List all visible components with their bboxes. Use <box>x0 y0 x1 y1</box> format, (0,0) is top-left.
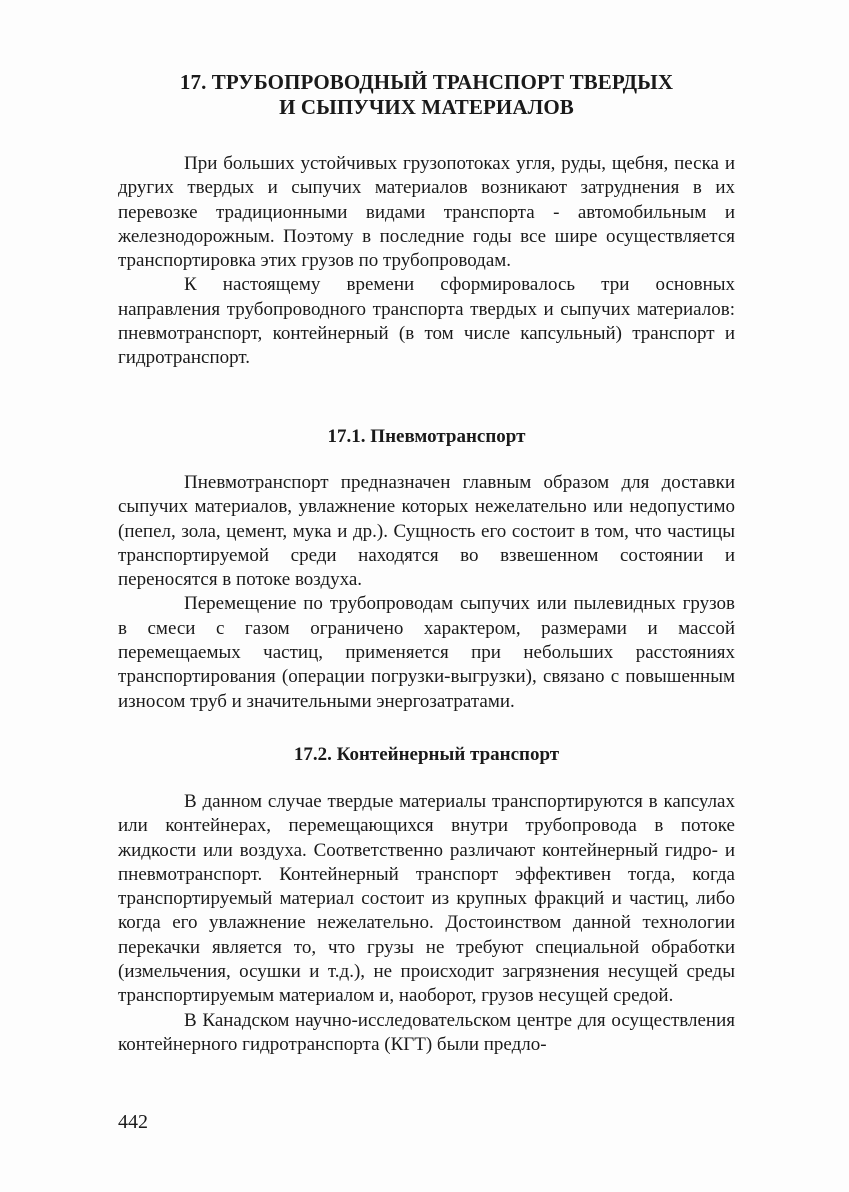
chapter-title-line-2: И СЫПУЧИХ МАТЕРИАЛОВ <box>279 95 574 119</box>
section1-text <box>118 471 735 714</box>
chapter-title <box>118 70 735 120</box>
intro-paragraph-1: При больших устойчивых грузопотоках угля, руды, щебня, песка и других твердых и сыпучих материалов возникают затруднения в их перевозке традиционными видами транспорта - автомобильным и железнодорожным. Поэтому в последние годы все шире осуществляется транспортировка этих грузов по трубопроводам. <box>118 153 735 272</box>
section-title-pneumotransport: 17.1. Пневмотранспорт <box>327 426 526 447</box>
section2-paragraph-2: В Канадском научно-исследовательском центре для осуществления контейнерного гидротранспорта (КГТ) были предло- <box>118 1009 735 1055</box>
section1-paragraph-2: Перемещение по трубопроводам сыпучих или пылевидных грузов в смеси с газом ограничено характером, размерами и массой перемещаемых частиц, применяется при небольших расстояниях транспортирования (операции погрузки-выгрузки), связано с повышенным износом труб и значительными энергозатратами. <box>118 593 735 712</box>
intro-paragraph-2: К настоящему времени сформировалось три основных направления трубопроводного транспорта твердых и сыпучих материалов: пневмотранспорт, контейнерный (в том числе капсульный) транспорт и гидротранспорт. <box>118 274 735 369</box>
chapter-title-line-1: 17. ТРУБОПРОВОДНЫЙ ТРАНСПОРТ ТВЕРДЫХ <box>179 70 674 94</box>
page-number: 442 <box>118 1111 148 1133</box>
section2-paragraph-1: В данном случае твердые материалы транспортируются в капсулах или контейнерах, перемещающихся внутри трубопровода в потоке жидкости или воздуха. Соответственно различают контейнерный гидро- и пневмотранспорт. Контейнерный транспорт эффективен тогда, когда транспортируемый материал состоит из крупных фракций и частиц, либо когда его увлажнение нежелательно. Достоинством данной технологии перекачки является то, что грузы не требуют специальной обработки (измельчения, осушки и т.д.), не происходит загрязнения несущей среды транспортируемым материалом и, наоборот, грузов несущей средой. <box>118 791 735 1007</box>
section-title-container-transport: 17.2. Контейнерный транспорт <box>293 744 560 765</box>
intro-text <box>118 152 735 371</box>
section2-text <box>118 790 735 1057</box>
section1-paragraph-1: Пневмотранспорт предназначен главным образом для доставки сыпучих материалов, увлажнение которых нежелательно или недопустимо (пепел, зола, цемент, мука и др.). Сущность его состоит в том, что частицы транспортируемой среди находятся во взвешенном состоянии и переносятся в потоке воздуха. <box>118 472 735 591</box>
